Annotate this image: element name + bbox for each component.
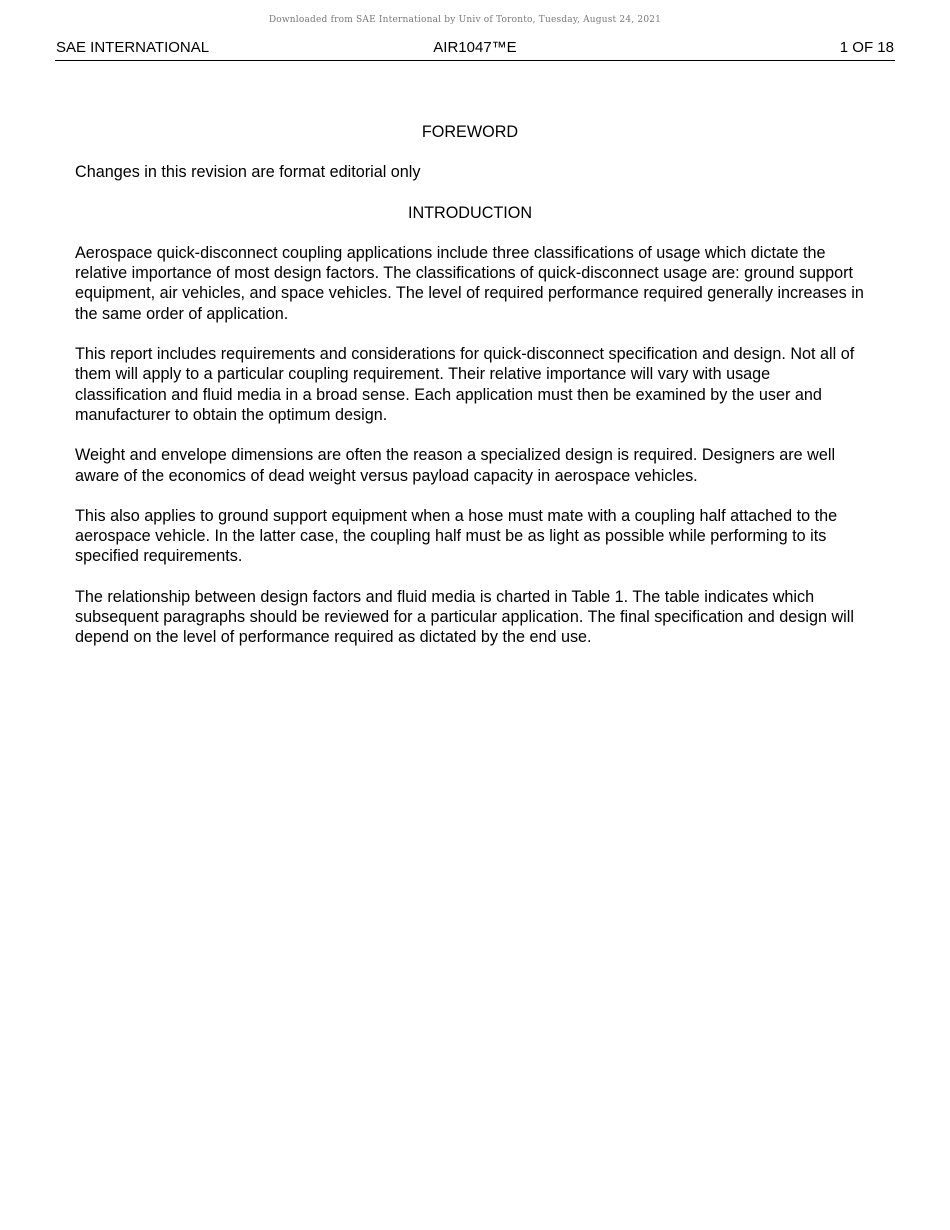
intro-paragraph: This report includes requirements and considerations for quick-disconnect specification and design. Not all of them will apply to a particular coupling requirement. Their relative importance will vary with usage classification and fluid media in a broad sense. Each application must then be examined by the user and manufacturer to obtain the optimum design. bbox=[75, 345, 855, 424]
running-header bbox=[55, 38, 895, 61]
intro-paragraph: This also applies to ground support equipment when a hose must mate with a coupling half attached to the aerospace vehicle. In the latter case, the coupling half must be as light as possible while performing to its specified requirements. bbox=[75, 506, 838, 566]
header-organization: SAE INTERNATIONAL bbox=[56, 39, 210, 56]
intro-paragraph: Weight and envelope dimensions are often the reason a specialized design is required. Designers are well aware of the economics of dead weight versus payload capacity in aerospace vehicles. bbox=[75, 446, 836, 485]
page-body bbox=[75, 122, 865, 668]
introduction-heading: INTRODUCTION bbox=[407, 203, 533, 222]
download-watermark: Downloaded from SAE International by Univ of Toronto, Tuesday, August 24, 2021 bbox=[268, 15, 662, 25]
foreword-text: Changes in this revision are format editorial only bbox=[75, 163, 421, 182]
intro-paragraph: Aerospace quick-disconnect coupling applications include three classifications of usage which dictate the relative importance of most design factors. The classifications of quick-disconnect usage are: ground support equipment, air vehicles, and space vehicles. The level of required performance required generally increases in the same order of application. bbox=[75, 243, 864, 323]
header-document-id: AIR1047™E bbox=[433, 39, 517, 56]
intro-paragraph: The relationship between design factors and fluid media is charted in Table 1. The table indicates which subsequent paragraphs should be reviewed for a particular application. The final specification and design will depend on the level of performance required as dictated by the end use. bbox=[75, 587, 854, 647]
foreword-heading: FOREWORD bbox=[421, 123, 519, 141]
header-page-indicator: 1 OF 18 bbox=[839, 39, 894, 56]
